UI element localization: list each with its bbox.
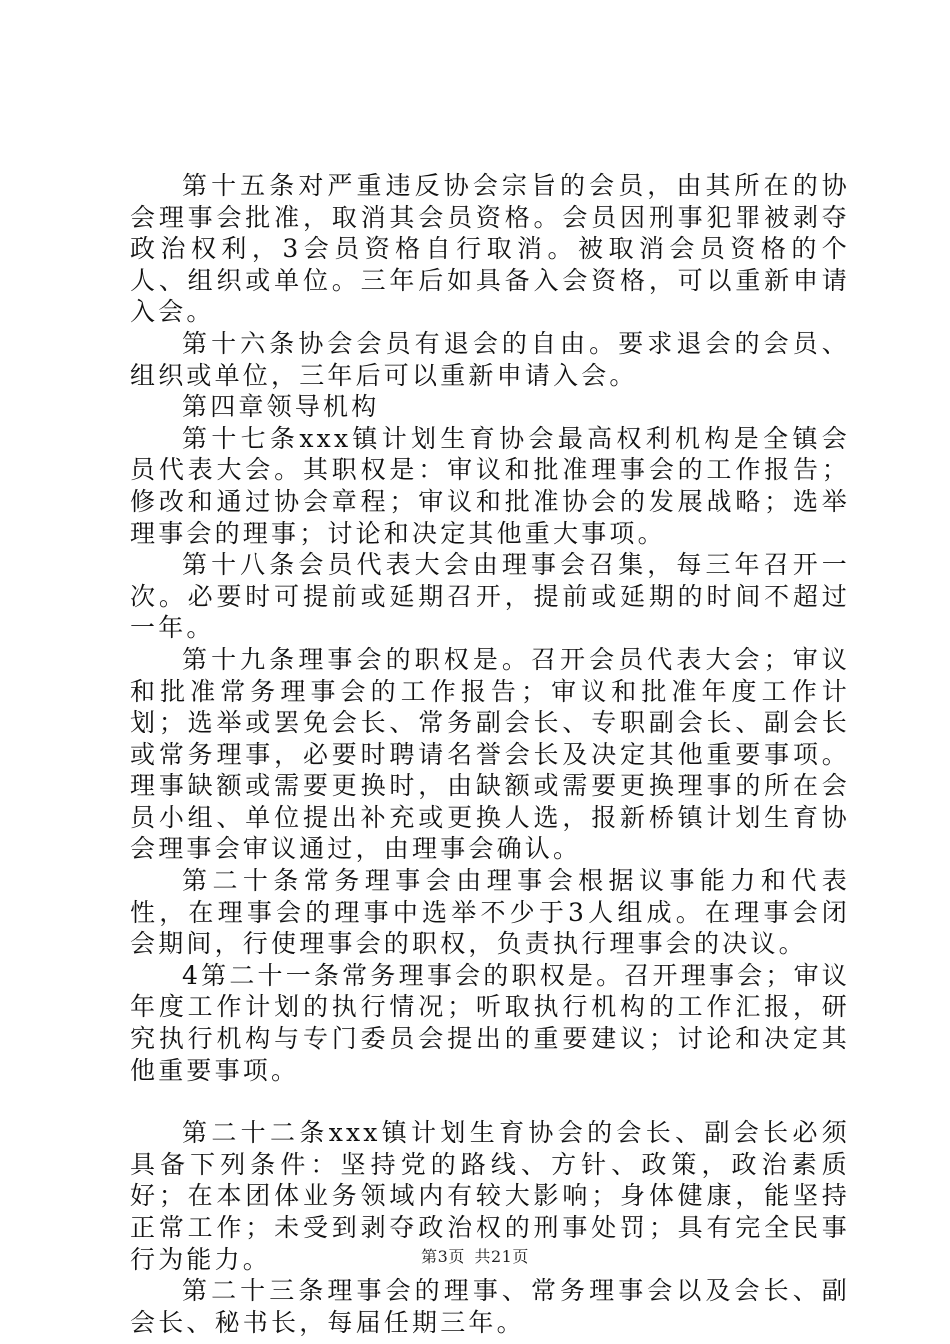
- paragraph-article-15: 第十五条对严重违反协会宗旨的会员，由其所在的协会理事会批准，取消其会员资格。会员因刑事犯罪被剥夺政治权利，3会员资格自行取消。被取消会员资格的个人、组织或单位。三年后如具备入会资格，可以重新申请入会。: [130, 171, 850, 327]
- paragraph-article-22: 第二十二条xxx镇计划生育协会的会长、副会长必须具备下列条件：坚持党的路线、方针、政策，政治素质好；在本团体业务领域内有较大影响；身体健康，能坚持正常工作；未受到剥夺政治权的刑事处罚；具有完全民事行为能力。: [130, 1118, 850, 1274]
- page-total: 共21页: [474, 1247, 529, 1266]
- page-footer: [0, 1244, 950, 1267]
- paragraph-article-18: 第十八条会员代表大会由理事会召集，每三年召开一次。必要时可提前或延期召开，提前或延期的时间不超过一年。: [130, 550, 850, 643]
- paragraph-article-17: 第十七条xxx镇计划生育协会最高权利机构是全镇会员代表大会。其职权是：审议和批准理事会的工作报告；修改和通过协会章程；审议和批准协会的发展战略；选举理事会的理事；讨论和决定其他重大事项。: [130, 423, 850, 548]
- paragraph-article-19: 第十九条理事会的职权是。召开会员代表大会；审议和批准常务理事会的工作报告；审议和批准年度工作计划；选举或罢免会长、常务副会长、专职副会长、副会长或常务理事，必要时聘请名誉会长及决定其他重要事项。理事缺额或需要更换时，由缺额或需要更换理事的所在会员小组、单位提出补充或更换人选，报新桥镇计划生育协会理事会审议通过，由理事会确认。: [130, 644, 850, 864]
- document-body: [130, 170, 850, 1338]
- paragraph-article-23: 第二十三条理事会的理事、常务理事会以及会长、副会长、秘书长，每届任期三年。: [130, 1276, 850, 1337]
- paragraph-article-20: 第二十条常务理事会由理事会根据议事能力和代表性，在理事会的理事中选举不少于3人组成。在理事会闭会期间，行使理事会的职权，负责执行理事会的决议。: [130, 866, 850, 959]
- paragraph-article-21: 4第二十一条常务理事会的职权是。召开理事会；审议年度工作计划的执行情况；听取执行机构的工作汇报，研究执行机构与专门委员会提出的重要建议；讨论和决定其他重要事项。: [130, 960, 850, 1085]
- page-number: 第3页: [421, 1247, 465, 1266]
- chapter-heading: 第四章领导机构: [182, 392, 380, 422]
- paragraph-article-16: 第十六条协会会员有退会的自由。要求退会的会员、组织或单位，三年后可以重新申请入会。: [130, 328, 850, 390]
